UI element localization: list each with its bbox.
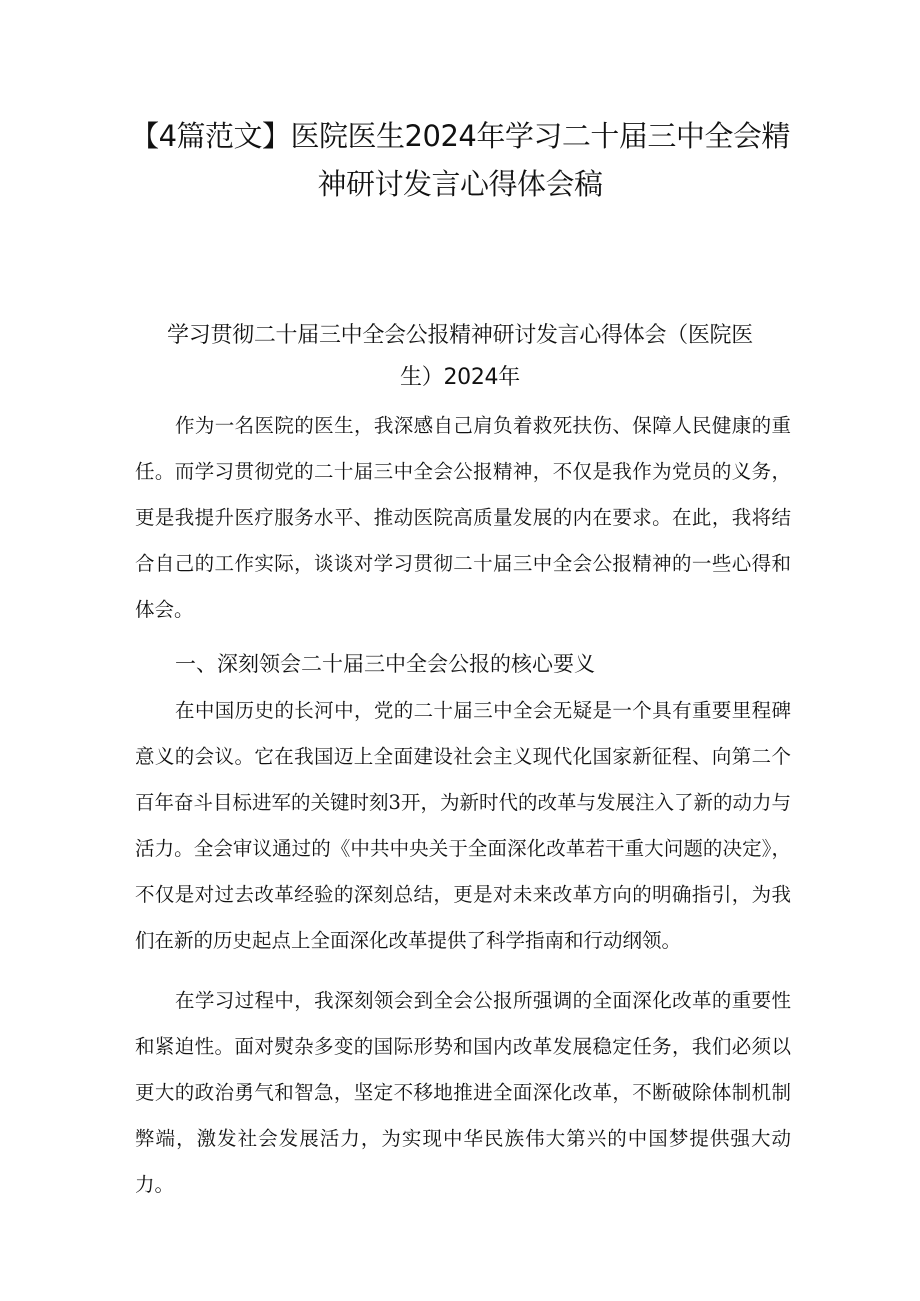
section-title: 学习贯彻二十届三中全会公报精神研讨发言心得体会（医院医生）2024年 <box>167 323 753 390</box>
heading-one: 一、深刻领会二十届三中全会公报的核心要义 <box>175 652 595 676</box>
intro-paragraph: 作为一名医院的医生，我深感自己肩负着救死扶伤、保障人民健康的重任。而学习贯彻党的二十届三中全会公报精神，不仅是我作为党员的义务，更是我提升医疗服务水平、推动医院高质量发展的内在要求。在此，我将结合自己的工作实际，谈谈对学习贯彻二十届三中全会公报精神的一些心得和体会。 <box>135 414 791 621</box>
paragraph-two: 在中国历史的长河中，党的二十届三中全会无疑是一个具有重要里程碑意义的会议。它在我国迈上全面建设社会主义现代化国家新征程、向第二个百年奋斗目标进军的关键时刻3开，为新时代的改革与发展注入了新的动力与活力。全会审议通过的《中共中央关于全面深化改革若干重大问题的决定》，不仅是对过去改革经验的深刻总结，更是对未来改革方向的明确指引，为我们在新的历史起点上全面深化改革提供了科学指南和行动纲领。 <box>135 699 791 952</box>
document-title: 【4篇范文】医院医生2024年学习二十届三中全会精神研讨发言心得体会稿 <box>130 119 790 201</box>
paragraph-three: 在学习过程中，我深刻领会到全会公报所强调的全面深化改革的重要性和紧迫性。面对熨杂多变的国际形势和国内改革发展稳定任务，我们必须以更大的政治勇气和智急，坚定不移地推进全面深化改革，不断破除体制机制弊端，激发社会发展活力，为实现中华民族伟大第兴的中国梦提供强大动力。 <box>135 989 791 1196</box>
